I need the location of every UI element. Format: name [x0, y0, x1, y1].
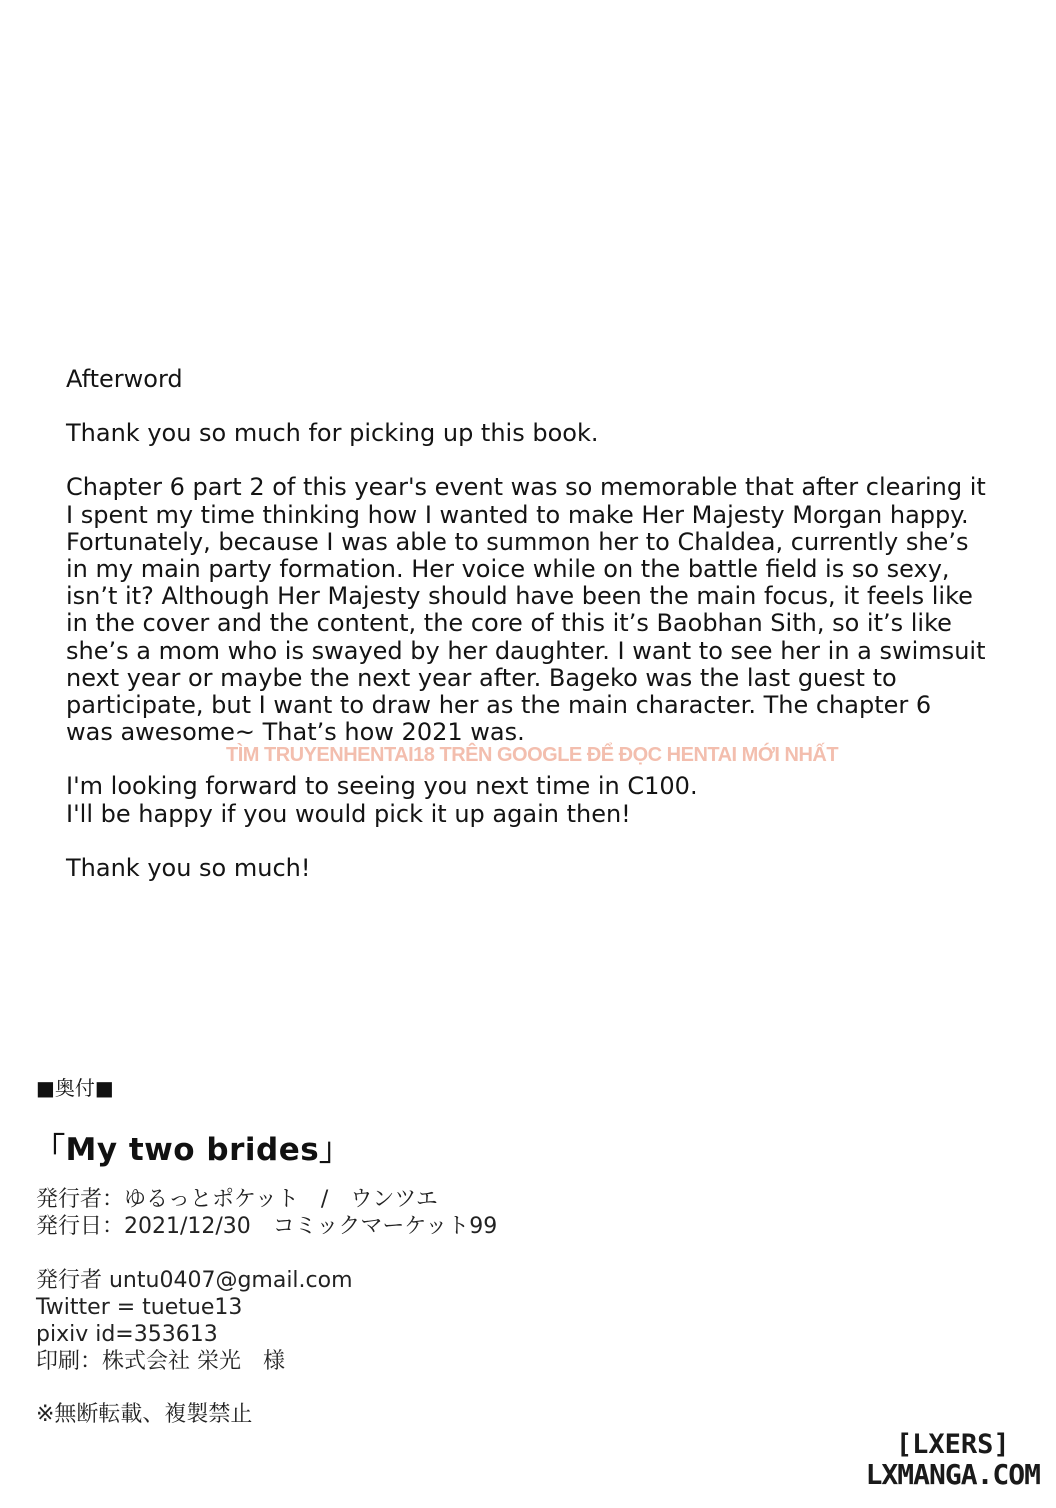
copyright-notice — [36, 1401, 252, 1428]
publication-info — [36, 1186, 497, 1240]
reproduction-prohibited: ※無断転載、複製禁止 — [36, 1402, 253, 1427]
book-title: 「My two brides」 — [34, 1132, 351, 1168]
email-line: 発行者 untu0407@gmail.com — [36, 1268, 353, 1293]
afterword-thanks: Thank you so much for picking up this book. — [66, 419, 599, 448]
afterword-looking-forward: I'm looking forward to seeing you next time in C100. I'll be happy if you would pick it up again then! — [66, 772, 698, 828]
colophon-heading: ■奥付■ — [36, 1076, 114, 1100]
afterword-closing: Thank you so much! — [66, 853, 311, 882]
logo-line-1: [LXERS] — [895, 1429, 1010, 1460]
site-logo — [866, 1430, 1040, 1490]
contact-info — [36, 1267, 353, 1375]
watermark-text: TÌM TRUYENHENTAI18 TRÊN GOOGLE ĐỂ ĐỌC HENTAI MỚI NHẤT — [226, 744, 839, 766]
publish-date-line: 発行日：2021/12/30 コミックマーケット99 — [36, 1214, 498, 1239]
twitter-line: Twitter = tuetue13 — [36, 1295, 243, 1320]
afterword-body: Chapter 6 part 2 of this year's event was so memorable that after clearing it I spent my time thinking how I wanted to make Her Majesty Morgan happy. Fortunately, because I was able to summon her to Chaldea, currently she’s in my main party formation. Her voice while on the battle field is so sexy, isn’t it? Although Her Majesty should have been the main focus, it feels like in the cover and the content, the core of this it’s Baobhan Sith, so it’s like she’s a mom who is swayed by her daughter. I want to see her in a swimsuit next year or maybe the next year after. Bageko was the last guest to participate, but I want to draw her as the main character. The chapter 6 was awesome~ That’s how 2021 was. — [66, 473, 986, 747]
printer-line: 印刷：株式会社 栄光 様 — [36, 1349, 285, 1374]
publisher-line: 発行者：ゆるっとポケット / ウンツエ — [36, 1187, 438, 1212]
logo-line-2: LXMANGA.COM — [865, 1458, 1040, 1491]
afterword-section — [66, 366, 1006, 882]
pixiv-line: pixiv id=353613 — [36, 1322, 218, 1347]
afterword-title: Afterword — [66, 365, 183, 393]
